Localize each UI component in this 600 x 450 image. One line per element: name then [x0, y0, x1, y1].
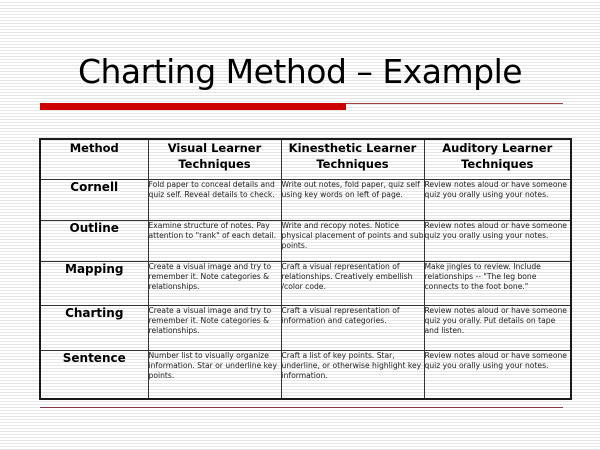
visual-cell: Fold paper to conceal details and quiz self. Reveal details to check. — [148, 179, 281, 220]
auditory-cell: Make jingles to review. Include relationships -- "The leg bone connects to the foot bone." — [424, 261, 571, 305]
slide-title: Charting Method – Example — [77, 52, 523, 91]
title-thin-rule — [346, 103, 563, 104]
auditory-cell: Review notes aloud or have someone quiz you orally using your notes. — [424, 350, 571, 399]
header-auditory: Auditory Learner Techniques — [424, 139, 571, 179]
visual-cell: Examine structure of notes. Pay attention to "rank" of each detail. — [148, 220, 281, 261]
learning-techniques-table — [39, 138, 572, 400]
footer-rule — [40, 407, 563, 408]
visual-cell: Create a visual image and try to remember it. Note categories & relationships. — [148, 305, 281, 350]
table-row — [40, 261, 571, 305]
auditory-cell: Review notes aloud or have someone quiz you orally using your notes. — [424, 220, 571, 261]
kinesthetic-cell: Craft a list of key points. Star, underline, or otherwise highlight key information. — [281, 350, 424, 399]
table-row — [40, 350, 571, 399]
kinesthetic-cell: Craft a visual representation of information and categories. — [281, 305, 424, 350]
auditory-cell: Review notes aloud or have someone quiz you orally using your notes. — [424, 179, 571, 220]
kinesthetic-cell: Write out notes, fold paper, quiz self using key words on left of page. — [281, 179, 424, 220]
header-kinesthetic: Kinesthetic Learner Techniques — [281, 139, 424, 179]
method-name: Cornell — [40, 179, 148, 220]
visual-cell: Number list to visually organize information. Star or underline key points. — [148, 350, 281, 399]
header-visual: Visual Learner Techniques — [148, 139, 281, 179]
method-name: Mapping — [40, 261, 148, 305]
table-row — [40, 220, 571, 261]
auditory-cell: Review notes aloud or have someone quiz you orally. Put details on tape and listen. — [424, 305, 571, 350]
title-accent-rule — [40, 103, 346, 110]
header-method: Method — [40, 139, 148, 179]
table-row — [40, 305, 571, 350]
kinesthetic-cell: Write and recopy notes. Notice physical placement of points and sub points. — [281, 220, 424, 261]
kinesthetic-cell: Craft a visual representation of relationships. Creatively embellish /color code. — [281, 261, 424, 305]
header-row — [40, 139, 571, 179]
visual-cell: Create a visual image and try to remember it. Note categories & relationships. — [148, 261, 281, 305]
table-row — [40, 179, 571, 220]
method-name: Outline — [40, 220, 148, 261]
method-name: Charting — [40, 305, 148, 350]
method-name: Sentence — [40, 350, 148, 399]
